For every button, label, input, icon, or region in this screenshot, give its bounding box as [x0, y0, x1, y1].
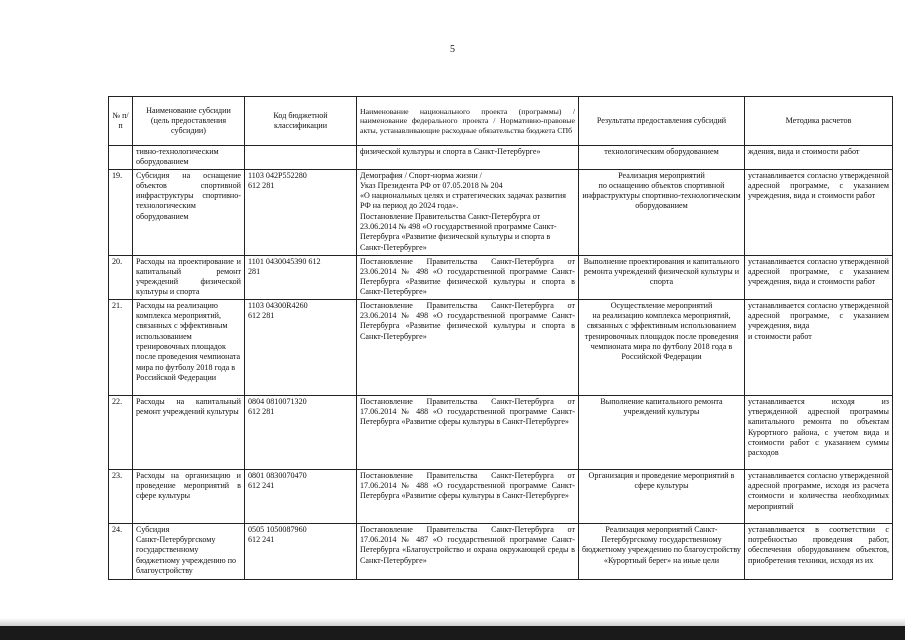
- row-num: 21.: [109, 299, 133, 395]
- row-result: Реализация мероприятий Санкт-Петербургскому государственному бюджетному учреждению по благоустройству «Курортный берег» на иные цели: [579, 523, 745, 579]
- row-budget-code: 1103 042P552280 612 281: [245, 169, 357, 255]
- table-header-row: [109, 97, 893, 146]
- row-budget-code: 1101 0430045390 612 281: [245, 255, 357, 299]
- row-acts: Постановление Правительства Санкт-Петербурга от 17.06.2014 № 487 «О государственной программе Санкт-Петербурга «Благоустройство и охрана окружающей среды в Санкт-Петербурге»: [357, 523, 579, 579]
- header-num: № п/п: [109, 97, 133, 146]
- table-row: [109, 255, 893, 299]
- row-budget-code: [245, 146, 357, 170]
- row-num: 22.: [109, 395, 133, 469]
- row-result: Выполнение проектирования и капитального ремонта учреждений физической культуры и спорта: [579, 255, 745, 299]
- row-result: Реализация мероприятий по оснащению объектов спортивной инфраструктуры спортивно-технологическим оборудованием: [579, 169, 745, 255]
- row-budget-code: 0505 1050087960 612 241: [245, 523, 357, 579]
- scan-edge: [0, 626, 905, 640]
- table-row: [109, 523, 893, 579]
- table-row: [109, 395, 893, 469]
- row-subsidy-name: Субсидия Санкт-Петербургскому государственному бюджетному учреждению по благоустройству: [133, 523, 245, 579]
- row-method: устанавливается согласно утвержденной адресной программе, с указанием учреждения, вида и стоимости работ: [745, 299, 893, 395]
- row-budget-code: 0801 0830070470 612 241: [245, 469, 357, 523]
- table-row: [109, 169, 893, 255]
- row-result: технологическим оборудованием: [579, 146, 745, 170]
- row-method: устанавливается согласно утвержденной адресной программе, исходя из расчета стоимости и количества необходимых мероприятий: [745, 469, 893, 523]
- row-subsidy-name: Расходы на проектирование и капитальный ремонт учреждений физической культуры и спорта: [133, 255, 245, 299]
- row-method: ждения, вида и стоимости работ: [745, 146, 893, 170]
- row-method: устанавливается исходя из утвержденной адресной программы капитального ремонта по объектам Курортного района, с учетом вида и стоимости работ с указанием суммы расходов: [745, 395, 893, 469]
- subsidies-table: [108, 96, 893, 580]
- row-num: 23.: [109, 469, 133, 523]
- row-num: 19.: [109, 169, 133, 255]
- row-acts: Демография / Спорт-норма жизни / Указ Президента РФ от 07.05.2018 № 204 «О национальных целях и стратегических задачах развития РФ на период до 2024 года». Постановление Правительства Санкт-Петербурга от 23.06.2014 № 498 «О государственной программе Санкт-Петербурга «Развитие физической культуры и спорта в Санкт-Петербурге»: [357, 169, 579, 255]
- header-subsidy-name: Наименование субсидии (цель предоставления субсидии): [133, 97, 245, 146]
- row-acts: Постановление Правительства Санкт-Петербурга от 17.06.2014 № 488 «О государственной программе Санкт-Петербурга «Развитие сферы культуры в Санкт-Петербурге»: [357, 469, 579, 523]
- row-subsidy-name: тивно-технологическим оборудованием: [133, 146, 245, 170]
- header-method: Методика расчетов: [745, 97, 893, 146]
- table-row: [109, 146, 893, 170]
- row-budget-code: 0804 0810071320 612 281: [245, 395, 357, 469]
- page-number: 5: [450, 44, 455, 55]
- row-acts: физической культуры и спорта в Санкт-Петербурге»: [357, 146, 579, 170]
- row-result: Осуществление мероприятий на реализацию комплекса мероприятий, связанных с эффективным использованием тренировочных площадок после проведения чемпионата мира по футболу 2018 года в Российской Федерации: [579, 299, 745, 395]
- row-method: устанавливается согласно утвержденной адресной программе, с указанием учреждения, вида и стоимости работ: [745, 255, 893, 299]
- table-row: [109, 469, 893, 523]
- header-results: Результаты предоставления субсидий: [579, 97, 745, 146]
- row-budget-code: 1103 04300R4260 612 281: [245, 299, 357, 395]
- header-budget-code: Код бюджетной классификации: [245, 97, 357, 146]
- row-acts: Постановление Правительства Санкт-Петербурга от 23.06.2014 № 498 «О государственной программе Санкт-Петербурга «Развитие физической культуры и спорта в Санкт-Петербурге»: [357, 299, 579, 395]
- row-method: устанавливается в соответствии с потребностью проведения работ, обеспечения оборудованием объектов, приобретения техники, исходя из их: [745, 523, 893, 579]
- row-subsidy-name: Субсидия на оснащение объектов спортивной инфраструктуры спортивно-технологическим оборудованием: [133, 169, 245, 255]
- header-project-acts: Наименование национального проекта (программы) / наименование федерального проекта / Нормативно-правовые акты, устанавливающие расходные обязательства бюджета СПб: [357, 97, 579, 146]
- row-acts: Постановление Правительства Санкт-Петербурга от 23.06.2014 № 498 «О государственной программе Санкт-Петербурга «Развитие физической культуры и спорта в Санкт-Петербурге»: [357, 255, 579, 299]
- row-method: устанавливается согласно утвержденной адресной программе, с указанием учреждения, вида и стоимости работ: [745, 169, 893, 255]
- table-row: [109, 299, 893, 395]
- row-num: [109, 146, 133, 170]
- scan-shadow: [0, 618, 905, 626]
- row-subsidy-name: Расходы на реализацию комплекса мероприятий, связанных с эффективным использованием тренировочных площадок после проведения чемпионата мира по футболу 2018 года в Российской Федерации: [133, 299, 245, 395]
- row-subsidy-name: Расходы на организацию и проведение мероприятий в сфере культуры: [133, 469, 245, 523]
- row-acts: Постановление Правительства Санкт-Петербурга от 17.06.2014 № 488 «О государственной программе Санкт-Петербурга «Развитие сферы культуры в Санкт-Петербурге»: [357, 395, 579, 469]
- row-result: Организация и проведение мероприятий в сфере культуры: [579, 469, 745, 523]
- row-num: 20.: [109, 255, 133, 299]
- row-num: 24.: [109, 523, 133, 579]
- row-subsidy-name: Расходы на капитальный ремонт учреждений культуры: [133, 395, 245, 469]
- row-result: Выполнение капитального ремонта учреждений культуры: [579, 395, 745, 469]
